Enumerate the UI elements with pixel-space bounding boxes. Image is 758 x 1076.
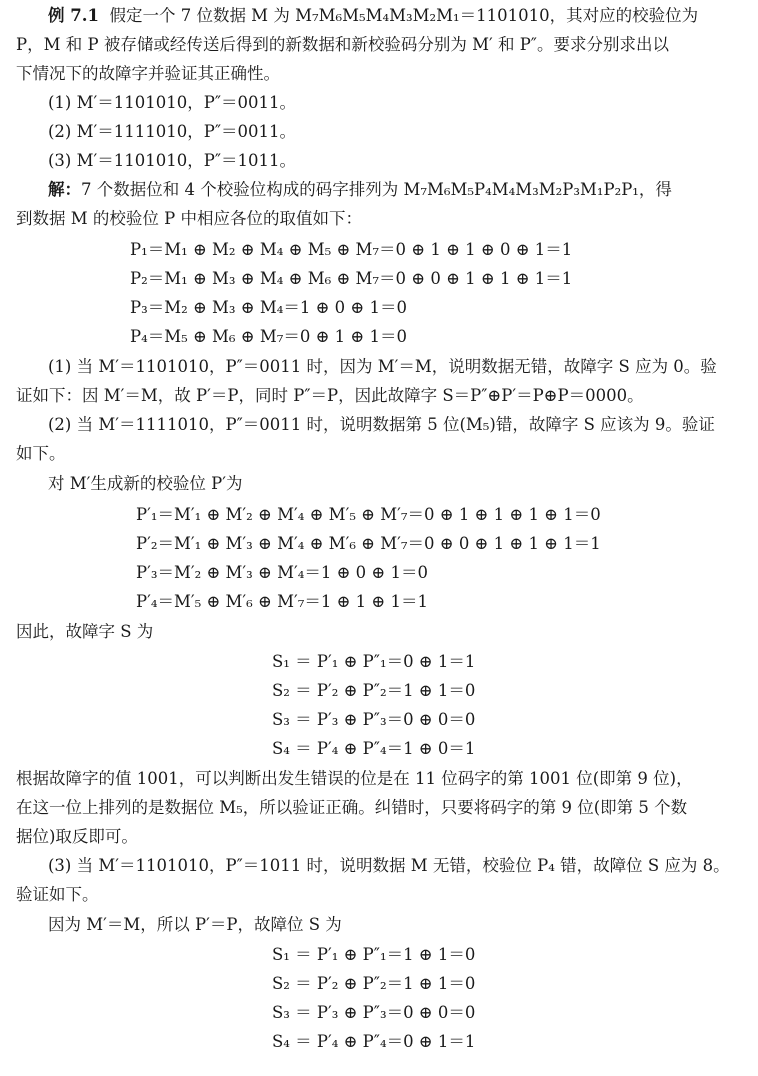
p-equation: P₂＝M₁ ⊕ M₃ ⊕ M₄ ⊕ M₆ ⊕ M₇＝0 ⊕ 0 ⊕ 1 ⊕ 1 ⊕ 1＝1 [130, 269, 573, 288]
solution-line-2: 到数据 M 的校验位 P 中相应各位的取值如下： [16, 209, 362, 228]
example-line-3: 下情况下的故障字并验证其正确性。 [16, 64, 280, 83]
p-prime-equation: P′₁＝M′₁ ⊕ M′₂ ⊕ M′₄ ⊕ M′₅ ⊕ M′₇＝0 ⊕ 1 ⊕ 1 ⊕ 1 ⊕ 1＝0 [136, 505, 601, 524]
p-equation: P₃＝M₂ ⊕ M₃ ⊕ M₄＝1 ⊕ 0 ⊕ 1＝0 [130, 298, 407, 317]
case-item-1: (1) M′＝1101010，P″＝0011。 [48, 93, 296, 112]
case2-conclusion-1: 根据故障字的值 1001，可以判断出发生错误的位是在 11 位码字的第 1001 位(即第 9 位)， [16, 769, 693, 788]
s-equation: S₁ ＝ P′₁ ⊕ P″₁＝1 ⊕ 1＝0 [272, 945, 476, 964]
example-line-2: P，M 和 P 被存储或经传送后得到的新数据和新校验码分别为 M′ 和 P″。要求分别求出以 [16, 35, 669, 54]
case-item-2: (2) M′＝1111010，P″＝0011。 [48, 122, 296, 141]
case2-therefore: 因此，故障字 S 为 [16, 622, 154, 641]
p-equation: P₄＝M₅ ⊕ M₆ ⊕ M₇＝0 ⊕ 1 ⊕ 1＝0 [130, 327, 407, 346]
case3-line-1: (3) 当 M′＝1101010，P″＝1011 时，说明数据 M 无错，校验位 P₄ 错，故障位 S 应为 8。 [48, 856, 730, 875]
case1-line-2: 证如下：因 M′＝M，故 P′＝P，同时 P″＝P，因此故障字 S＝P″⊕P′＝P⊕P＝0000。 [16, 386, 644, 405]
case2-conclusion-3: 据位)取反即可。 [16, 827, 138, 846]
p-prime-equation: P′₄＝M′₅ ⊕ M′₆ ⊕ M′₇＝1 ⊕ 1 ⊕ 1＝1 [136, 592, 428, 611]
s-equation: S₄ ＝ P′₄ ⊕ P″₄＝0 ⊕ 1＝1 [272, 1032, 476, 1051]
s-equation: S₂ ＝ P′₂ ⊕ P″₂＝1 ⊕ 1＝0 [272, 681, 476, 700]
case2-gen-text: 对 M′生成新的校验位 P′为 [48, 474, 243, 493]
case2-line-1: (2) 当 M′＝1111010，P″＝0011 时，说明数据第 5 位(M₅)错，故障字 S 应该为 9。验证 [48, 415, 715, 434]
s-equation: S₃ ＝ P′₃ ⊕ P″₃＝0 ⊕ 0＝0 [272, 1003, 476, 1022]
solution-line-1 [48, 176, 672, 204]
p-prime-equation: P′₃＝M′₂ ⊕ M′₃ ⊕ M′₄＝1 ⊕ 0 ⊕ 1＝0 [136, 563, 428, 582]
case2-conclusion-2: 在这一位上排列的是数据位 M₅，所以验证正确。纠错时，只要将码字的第 9 位(即第 5 个数 [16, 798, 688, 817]
s-equation: S₃ ＝ P′₃ ⊕ P″₃＝0 ⊕ 0＝0 [272, 710, 476, 729]
case1-line-1: (1) 当 M′＝1101010，P″＝0011 时，因为 M′＝M，说明数据无错，故障字 S 应为 0。验 [48, 357, 717, 376]
case2-line-2: 如下。 [16, 444, 66, 463]
solution-label: 解： [48, 180, 81, 199]
s-equation: S₁ ＝ P′₁ ⊕ P″₁＝0 ⊕ 1＝1 [272, 652, 476, 671]
solution-intro-text: 7 个数据位和 4 个校验位构成的码字排列为 M₇M₆M₅P₄M₄M₃M₂P₃M₁P₂P₁，得 [81, 180, 672, 199]
s-equation: S₂ ＝ P′₂ ⊕ P″₂＝1 ⊕ 1＝0 [272, 974, 476, 993]
case-item-3: (3) M′＝1101010，P″＝1011。 [48, 151, 296, 170]
s-equation: S₄ ＝ P′₄ ⊕ P″₄＝1 ⊕ 0＝1 [272, 739, 476, 758]
example-text: 假定一个 7 位数据 M 为 M₇M₆M₅M₄M₃M₂M₁＝1101010，其对应的校验位为 [109, 6, 699, 25]
p-equation: P₁＝M₁ ⊕ M₂ ⊕ M₄ ⊕ M₅ ⊕ M₇＝0 ⊕ 1 ⊕ 1 ⊕ 0 ⊕ 1＝1 [130, 240, 573, 259]
p-prime-equation: P′₂＝M′₁ ⊕ M′₃ ⊕ M′₄ ⊕ M′₆ ⊕ M′₇＝0 ⊕ 0 ⊕ 1 ⊕ 1 ⊕ 1＝1 [136, 534, 601, 553]
case3-line-2: 验证如下。 [16, 885, 99, 904]
case3-because: 因为 M′＝M，所以 P′＝P，故障位 S 为 [48, 915, 342, 934]
example-line-1 [48, 2, 698, 30]
example-label: 例 7.1 [48, 6, 99, 25]
